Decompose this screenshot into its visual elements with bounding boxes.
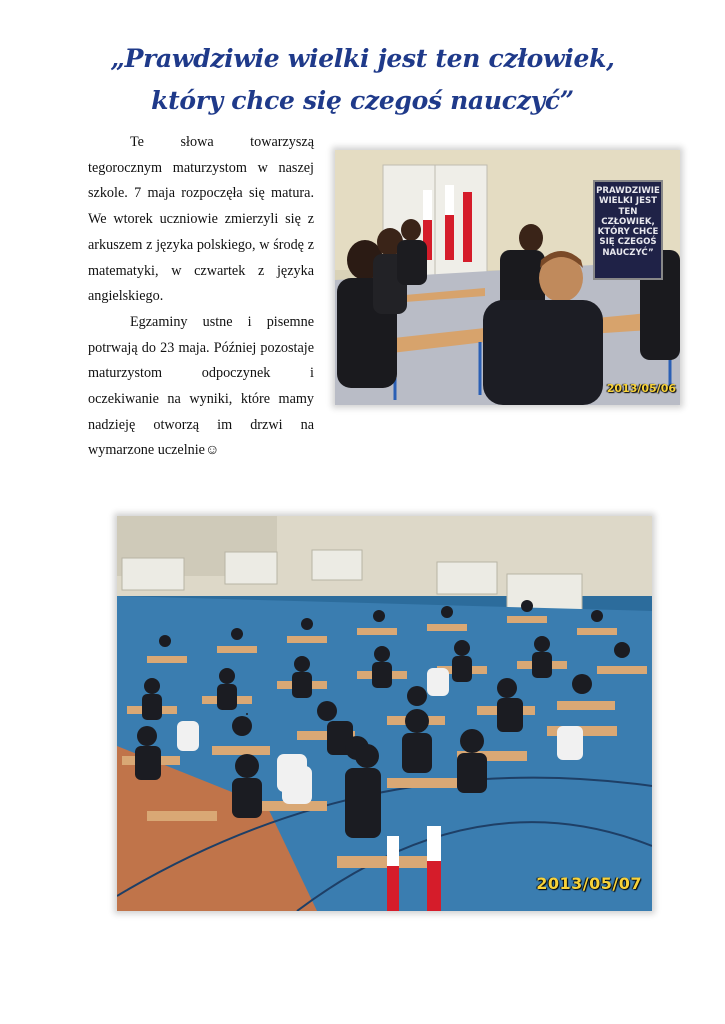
gym-exam-hall-photo [117, 516, 652, 911]
sign-line: SIĘ CZEGOŚ [599, 237, 657, 248]
motto-sign [593, 180, 663, 280]
sign-line: TEN [618, 206, 638, 217]
article-paragraph-1: Te słowa towarzyszą tegorocznym maturzystom w naszej szkole. 7 maja rozpoczęła się matura. We wtorek uczniowie zmierzyli się z arkuszem z języka polskiego, w środę z matematyki, w czwartek z języka angielskiego. [88, 134, 314, 305]
sign-line: WIELKI JEST [599, 196, 657, 207]
article-paragraph-2: Egzaminy ustne i pisemne potrwają do 23 maja. Później pozostaje maturzystom odpoczynek i oczekiwanie na wyniki, które mamy nadzieję otworzą im drzwi na wymarzone uczelnie☺ [88, 313, 314, 459]
article-text [88, 130, 314, 464]
sign-line: CZŁOWIEK, [601, 216, 655, 227]
date-stamp: 2013/05/06 [606, 382, 676, 395]
gym-hall-scene [117, 516, 652, 911]
sign-line: NAUCZYĆ” [602, 247, 654, 258]
date-stamp: 2013/05/07 [536, 874, 642, 893]
title-line-1: „Prawdziwie wielki jest ten człowiek, [110, 44, 615, 73]
sign-line: KTÓRY CHCE [597, 227, 659, 238]
classroom-exam-photo [335, 150, 680, 405]
sign-line: PRAWDZIWIE [596, 186, 660, 196]
title-line-2: który chce się czegoś nauczyć” [151, 86, 574, 115]
